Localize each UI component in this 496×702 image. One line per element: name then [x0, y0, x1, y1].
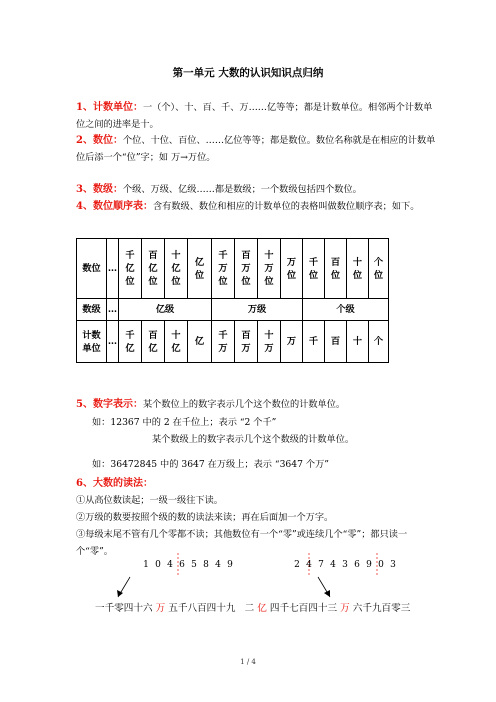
page-number: 1 / 4: [240, 658, 256, 666]
digit: 8: [203, 560, 209, 570]
cell-position: 百 万 位: [235, 239, 258, 299]
cell-position: 十 亿 位: [165, 239, 188, 299]
digit: 7: [318, 560, 324, 570]
demo-number-2: [291, 560, 399, 570]
table-row-positions: [77, 239, 389, 299]
section-heading: 3、数级：: [76, 184, 123, 195]
reading-part: 五千八百四十九: [168, 603, 236, 614]
section-heading: 6、大数的读法：: [76, 478, 153, 489]
cell-position: 百 位: [325, 239, 347, 299]
section-body: 个级、万级、亿级……都是数级；一个数级包括四个数位。: [122, 184, 362, 195]
row-label: 数位: [77, 239, 107, 299]
digit: 1: [143, 560, 149, 570]
cell-unit: 万: [281, 321, 303, 363]
table-row-levels: [77, 299, 389, 321]
cell-position: 十 万 位: [258, 239, 281, 299]
page-title: 第一单元 大数的认识知识点归纳: [172, 67, 324, 79]
digit: 9: [227, 560, 233, 570]
section-digit-places: [76, 133, 436, 166]
cell-unit: 千: [303, 321, 325, 363]
level-meaning: 某个数级上的数字表示几个这个数级的计数单位。: [152, 434, 355, 445]
section-digit-meaning: [76, 397, 436, 414]
digit: 6: [179, 560, 185, 570]
row-label: 计数 单位: [77, 321, 107, 363]
reading-rule-2: ②万级的数要按照个级的数的读法来读；再在后面加一个万字。: [76, 512, 334, 523]
reading-part: 四千七百四十三: [269, 603, 338, 614]
table-row-units: [77, 321, 389, 363]
example-2: 如：36472845 中的 3647 在万级上；表示 “3647 个万”: [92, 459, 329, 470]
section-heading: 2、数位：: [76, 135, 123, 146]
section-place-table: [76, 199, 436, 216]
cell-unit: 百 亿: [142, 321, 165, 363]
demo-readings: [95, 600, 410, 614]
demo-number-1: [140, 560, 236, 570]
cell-unit: 十: [347, 321, 369, 363]
cell-position: 千 万 位: [212, 239, 235, 299]
section-body: 一（个）、十、百、千、万……亿等等；都是计数单位。相邻两个计数单位之间的进率是十。: [76, 102, 433, 130]
cell-position: 千 位: [303, 239, 325, 299]
digit: 4: [167, 560, 173, 570]
section-body: 含有数级、数位和相应的计数单位的表格叫做数位顺序表；如下。: [152, 201, 420, 212]
digit: 4: [306, 560, 312, 570]
cell-position: 个 位: [369, 239, 389, 299]
cell-position: 千 亿 位: [119, 239, 142, 299]
reading-unit: 万: [340, 603, 350, 614]
cell-position: 百 亿 位: [142, 239, 165, 299]
reading-demo-diagram: [0, 545, 496, 605]
section-body: 某个数位上的数字表示几个这个数位的计数单位。: [142, 399, 346, 410]
cell-level: 个级: [303, 299, 389, 321]
ellipsis: …: [107, 239, 119, 299]
section-heading: 5、数字表示：: [76, 399, 143, 410]
digit: 3: [342, 560, 348, 570]
digit: 2: [294, 560, 300, 570]
digit: 4: [330, 560, 336, 570]
digit: 5: [191, 560, 197, 570]
section-counting-units: [76, 100, 436, 133]
section-heading: 1、计数单位：: [76, 102, 143, 113]
cell-unit: 十 亿: [165, 321, 188, 363]
digit: 4: [215, 560, 221, 570]
row-label: 数级: [77, 299, 107, 321]
cell-position: 万 位: [281, 239, 303, 299]
ellipsis: …: [107, 299, 119, 321]
digit: 9: [366, 560, 372, 570]
reading-part: 二: [244, 603, 255, 614]
cell-unit: 亿: [188, 321, 212, 363]
cell-unit: 十 万: [258, 321, 281, 363]
cell-level: 亿级: [119, 299, 212, 321]
cell-unit: 百: [325, 321, 347, 363]
section-reading: [76, 476, 436, 493]
cell-unit: 千 亿: [119, 321, 142, 363]
cell-unit: 千 万: [212, 321, 235, 363]
example-1: 如：12367 中的 2 在千位上；表示 “2 个千”: [92, 417, 277, 428]
reading-part: 六千九百零三: [352, 603, 411, 614]
ellipsis: …: [107, 321, 119, 363]
cell-unit: 百 万: [235, 321, 258, 363]
cell-position: 亿 位: [188, 239, 212, 299]
digit: 0: [155, 560, 161, 570]
section-heading: 4、数位顺序表：: [76, 201, 153, 212]
reading-part: 一千零四十六: [95, 603, 153, 614]
cell-unit: 个: [369, 321, 389, 363]
digit: 3: [390, 560, 396, 570]
place-value-table: [76, 238, 389, 363]
cell-level: 万级: [212, 299, 303, 321]
digit: 0: [378, 560, 384, 570]
reading-unit: 万: [155, 603, 166, 614]
section-number-levels: [76, 182, 436, 199]
reading-unit: 亿: [257, 603, 267, 614]
reading-rule-1: ①从高位数读起；一级一级往下读。: [76, 495, 223, 506]
reading-rule-3: ③每级末尾不管有几个零都不读；其他数位有一个“零”或连续几个“零”；都只读一个“零”。: [76, 529, 408, 557]
section-body: 个位、十位、百位、……亿位等等；都是数位。数位名称就是在相应的计数单位后添一个“位”字；如 万→万位。: [76, 135, 436, 163]
digit: 6: [354, 560, 360, 570]
cell-position: 十 位: [347, 239, 369, 299]
